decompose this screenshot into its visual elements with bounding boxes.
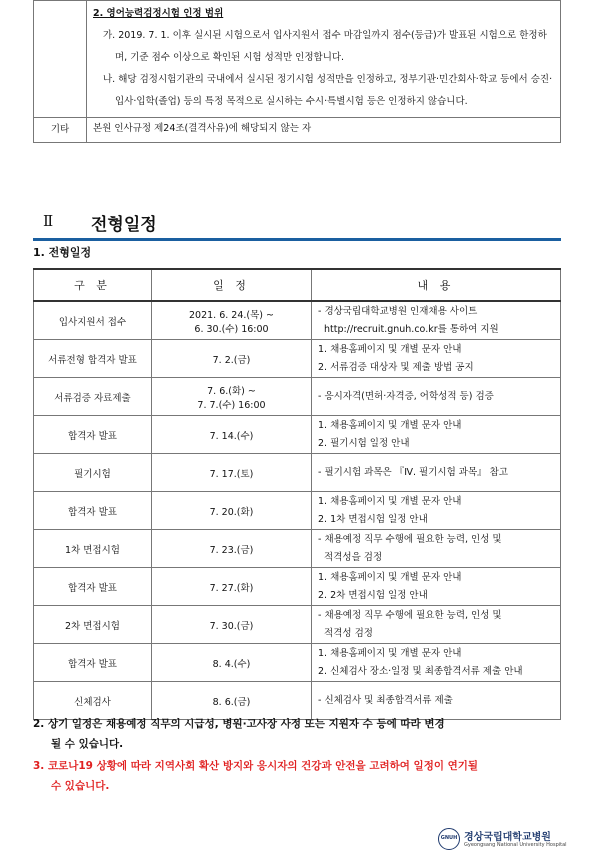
other-value: 본원 인사규정 제24조(결격사유)에 해당되지 않는 자 — [87, 118, 561, 143]
schedule-content — [312, 454, 561, 492]
schedule-category: 서류전형 합격자 발표 — [34, 340, 152, 378]
schedule-content-line: - 채용예정 직무 수행에 필요한 능력, 인성 및 — [318, 609, 502, 621]
hospital-emblem-icon: GNUH — [438, 828, 460, 850]
schedule-date — [152, 301, 312, 340]
schedule-date-line: 7. 30.(금) — [209, 620, 254, 632]
note-covid — [33, 756, 561, 796]
schedule-date-line: 8. 4.(수) — [212, 658, 251, 670]
schedule-content-line: 2. 서류검증 대상자 및 제출 방법 공지 — [318, 361, 474, 373]
schedule-date — [152, 530, 312, 568]
subsection-title: 1. 전형일정 — [33, 246, 92, 259]
qualification-table — [33, 0, 561, 143]
schedule-date-line: 7. 2.(금) — [212, 354, 251, 366]
schedule-content-line: - 경상국립대학교병원 인재채용 사이트 — [318, 305, 478, 317]
schedule-row — [34, 416, 561, 454]
english-test-subheading: 2. 영어능력검정시험 인정 범위 — [93, 8, 224, 19]
schedule-content-line: - 채용예정 직무 수행에 필요한 능력, 인성 및 — [318, 533, 502, 545]
schedule-date-line: 7. 7.(수) 16:00 — [197, 399, 266, 411]
schedule-row — [34, 340, 561, 378]
note-line: 수 있습니다. — [51, 780, 110, 792]
other-label: 기타 — [34, 118, 87, 143]
schedule-date-line: 6. 30.(수) 16:00 — [194, 323, 269, 335]
schedule-content — [312, 340, 561, 378]
schedule-header-row — [34, 269, 561, 301]
schedule-category: 입사지원서 접수 — [34, 301, 152, 340]
section-number: Ⅱ — [43, 212, 54, 230]
schedule-date-line: 7. 27.(화) — [209, 582, 254, 594]
schedule-category: 필기시험 — [34, 454, 152, 492]
schedule-content — [312, 644, 561, 682]
schedule-date-line: 7. 23.(금) — [209, 544, 254, 556]
schedule-content-line: - 신체검사 및 최종합격서류 제출 — [318, 694, 453, 706]
schedule-table — [33, 268, 561, 720]
schedule-date — [152, 416, 312, 454]
schedule-row — [34, 492, 561, 530]
header-date: 일 정 — [152, 269, 312, 301]
english-test-row — [34, 1, 561, 118]
schedule-content-line: 1. 채용홈페이지 및 개별 문자 안내 — [318, 647, 462, 659]
other-row — [34, 118, 561, 143]
schedule-content — [312, 606, 561, 644]
schedule-row — [34, 454, 561, 492]
schedule-date-line: 7. 6.(화) ~ — [207, 385, 256, 397]
schedule-date — [152, 644, 312, 682]
schedule-category: 2차 면접시험 — [34, 606, 152, 644]
note-line: 될 수 있습니다. — [51, 738, 124, 750]
schedule-row — [34, 606, 561, 644]
schedule-content-line: 2. 2차 면접시험 일정 안내 — [318, 589, 428, 601]
schedule-date — [152, 568, 312, 606]
note-schedule-change — [33, 714, 561, 754]
schedule-content-line: - 응시자격(면허·자격증, 어학성적 등) 검증 — [318, 390, 494, 402]
schedule-content — [312, 492, 561, 530]
english-test-cell — [87, 1, 561, 118]
note-line: 2. 상기 일정은 채용예정 직무의 시급성, 병원·고사장 사정 또는 지원자 수 등에 따라 변경 — [33, 718, 445, 730]
note-line: 3. 코로나19 상황에 따라 지역사회 확산 방지와 응시자의 건강과 안전을 고려하여 일정이 연기될 — [33, 760, 479, 772]
schedule-content-line: 1. 채용홈페이지 및 개별 문자 안내 — [318, 571, 462, 583]
schedule-content — [312, 301, 561, 340]
rule-item-ga: 가. 2019. 7. 1. 이후 실시된 시험으로서 입사지원서 접수 마감일까지 점수(등급)가 발표된 시험으로 한정하며, 기준 점수 이상으로 확인된 시험 성적만 인정합니다. — [103, 30, 547, 63]
schedule-date — [152, 492, 312, 530]
schedule-category: 합격자 발표 — [34, 492, 152, 530]
schedule-content — [312, 568, 561, 606]
schedule-category: 합격자 발표 — [34, 416, 152, 454]
schedule-date-line: 2021. 6. 24.(목) ~ — [189, 309, 274, 321]
schedule-content-line: 1. 채용홈페이지 및 개별 문자 안내 — [318, 419, 462, 431]
schedule-date-line: 7. 17.(토) — [209, 468, 254, 480]
schedule-content-line: 2. 1차 면접시험 일정 안내 — [318, 513, 428, 525]
schedule-row — [34, 644, 561, 682]
hospital-name-english: Gyeongsang National University Hospital — [464, 842, 567, 848]
schedule-content-line: 적격성을 검정 — [318, 551, 383, 563]
schedule-content-line: - 필기시험 과목은 『Ⅳ. 필기시험 과목』 참고 — [318, 466, 508, 478]
schedule-content-line: 적격성 검정 — [318, 627, 373, 639]
schedule-category: 신체검사 — [34, 682, 152, 720]
schedule-row — [34, 568, 561, 606]
schedule-body — [34, 301, 561, 720]
schedule-content-line: 1. 채용홈페이지 및 개별 문자 안내 — [318, 495, 462, 507]
header-category: 구 분 — [34, 269, 152, 301]
schedule-row — [34, 378, 561, 416]
schedule-content-line: http://recruit.gnuh.co.kr를 통하여 지원 — [318, 323, 499, 335]
schedule-category: 합격자 발표 — [34, 644, 152, 682]
schedule-date-line: 8. 6.(금) — [212, 696, 251, 708]
schedule-date — [152, 606, 312, 644]
hospital-name: 경상국립대학교병원 — [464, 832, 551, 843]
schedule-date — [152, 340, 312, 378]
schedule-content — [312, 416, 561, 454]
schedule-content — [312, 530, 561, 568]
schedule-category: 합격자 발표 — [34, 568, 152, 606]
schedule-date-line: 7. 20.(화) — [209, 506, 254, 518]
schedule-date — [152, 454, 312, 492]
row-label-empty — [34, 1, 87, 118]
schedule-date — [152, 378, 312, 416]
schedule-date-line: 7. 14.(수) — [209, 430, 254, 442]
schedule-category: 1차 면접시험 — [34, 530, 152, 568]
section-title: 전형일정 — [91, 215, 157, 235]
schedule-content — [312, 378, 561, 416]
rule-item-na: 나. 해당 검정시험기관의 국내에서 실시된 정기시험 성적만을 인정하고, 정부기관·민간회사·학교 등에서 승진·입사·입학(졸업) 등의 특정 목적으로 실시하는 수시·특별시험 등은 인정하지 않습니다. — [103, 74, 553, 107]
schedule-category: 서류검증 자료제출 — [34, 378, 152, 416]
schedule-content-line: 2. 필기시험 일정 안내 — [318, 437, 410, 449]
hospital-logo — [438, 826, 567, 854]
schedule-content-line: 1. 채용홈페이지 및 개별 문자 안내 — [318, 343, 462, 355]
section-header — [33, 206, 561, 241]
schedule-content-line: 2. 신체검사 장소·일정 및 최종합격서류 제출 안내 — [318, 665, 523, 677]
schedule-row — [34, 301, 561, 340]
schedule-row — [34, 530, 561, 568]
header-content: 내 용 — [312, 269, 561, 301]
